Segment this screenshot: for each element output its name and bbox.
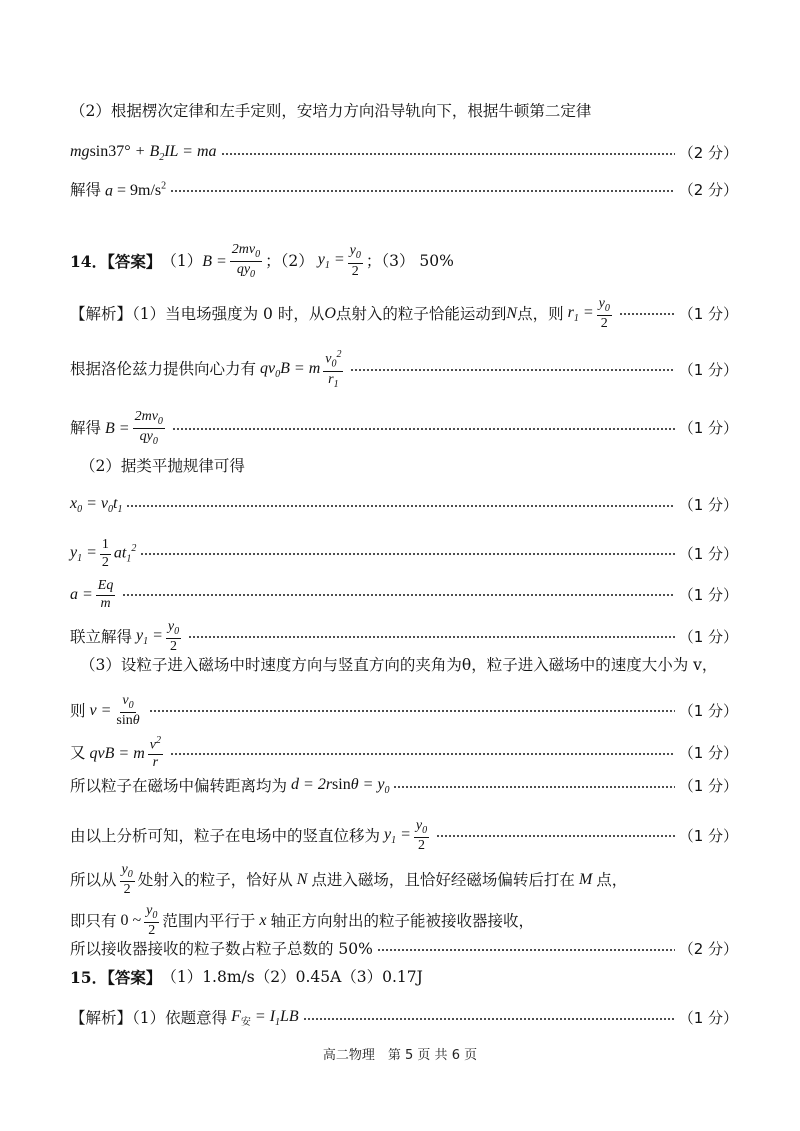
fraction: $\frac{v^2}{r}$ [149, 735, 161, 771]
fraction: $\frac{y_0}{2}$ [167, 619, 180, 655]
fraction: $\frac{y_0}{2}$ [146, 903, 158, 939]
part2-heading: （2）根据楞次定律和左手定则，安培力方向沿导轨向下，根据牛顿第二定律 [70, 102, 592, 120]
equation-x0: $x_0 = v_0t_1$ （1 分） [70, 495, 738, 516]
leader-dots [619, 311, 675, 317]
vertical-displacement: 由以上分析可知，粒子在电场中的竖直位移为 $y_1$ = $\frac{y_0}{2}$ （1 分） [70, 818, 738, 854]
leader-dots [377, 947, 675, 953]
leader-dots [436, 833, 675, 839]
fraction: $\frac{2mv_0}{qy_0}$ [134, 409, 163, 448]
result-acceleration: 解得 $a = 9m/s^2$ （2 分） [70, 180, 738, 200]
equation-qvb: 又 qvB = m $\frac{v^2}{r}$ （1 分） [70, 735, 738, 771]
q14-analysis-1: 【解析】（1）当电场强度为 0 时，从 O 点射入的粒子恰能运动到 N 点，则 $r_1$ = $\frac{y_0}{2}$ （1 分） [70, 296, 738, 332]
fraction: $\frac{y_0}{2}$ [415, 818, 428, 854]
equation-a: a = $\frac{Eq}{m}$ （1 分） [70, 578, 738, 611]
leader-dots [170, 751, 675, 757]
leader-dots [172, 426, 675, 432]
q15-analysis-1: 【解析】（1）依题意得 $F_安 = I_1LB$ （1 分） [70, 1008, 738, 1029]
leader-dots [393, 784, 674, 790]
equation-y1: $y_1$ = $\frac{1}{2}$ $at_1^2$ （1 分） [70, 537, 738, 570]
leader-dots [126, 503, 674, 509]
fraction: $\frac{y_0}{2}$ [598, 296, 610, 332]
range-text: 即只有 0 ~ $\frac{y_0}{2}$ 范围内平行于 x 轴正方向射出的粒子能被接收器接收， [70, 903, 535, 939]
leader-dots [122, 592, 674, 598]
leader-dots [303, 1016, 675, 1022]
fraction: $\frac{v_0}{\sin\theta}$ [116, 693, 140, 729]
fraction: $\frac{y_0}{2}$ [349, 243, 361, 279]
fraction: $\frac{y_0}{2}$ [121, 862, 133, 898]
leader-dots [140, 551, 674, 557]
equation-newton: $mgsin37^\circ + B_2IL$ = ma （2 分） [70, 143, 738, 164]
result-y1: 联立解得 $y_1$ = $\frac{y_0}{2}$ （1 分） [70, 619, 738, 655]
page-footer: 高二物理 第 5 页 共 6 页 [322, 1048, 478, 1063]
leader-dots [170, 188, 675, 194]
q15-answer: 15．【答案】 （1）1.8m/s（2）0.45A（3）0.17J [70, 968, 423, 987]
entry-point-text: 所以从 $\frac{y_0}{2}$ 处射入的粒子，恰好从 N 点进入磁场，且恰好经磁场偏转后打在 M 点， [70, 862, 628, 898]
fraction: $\frac{1}{2}$ [101, 537, 109, 570]
ratio-result: 所以接收器接收的粒子数占粒子总数的 50% （2 分） [70, 940, 738, 959]
leader-dots [188, 634, 675, 640]
part2-title: （2）据类平抛规律可得 [80, 457, 245, 475]
fraction: $\frac{v_0^2}{r_1}$ [325, 349, 342, 390]
fraction: $\frac{2mv_0}{qy_0}$ [231, 242, 261, 281]
equation-distance: 所以粒子在磁场中偏转距离均为 $d = 2rsin\theta = y_0$ （1 分） [70, 776, 738, 797]
fraction: $\frac{Eq}{m}$ [97, 578, 114, 611]
q14-answer: 14．【答案】 （1） B = $\frac{2mv_0}{qy_0}$ ；（2） $y_1$ = $\frac{y_0}{2}$ ；（3） 50% [70, 242, 454, 281]
lorentz-equation: 根据洛伦兹力提供向心力有 $qv_0B = m$ $\frac{v_0^2}{r_1}$ （1 分） [70, 349, 738, 390]
result-b: 解得 B = $\frac{2mv_0}{qy_0}$ （1 分） [70, 409, 738, 448]
leader-dots [221, 151, 675, 157]
equation-v: 则 v = $\frac{v_0}{\sin\theta}$ （1 分） [70, 693, 738, 729]
leader-dots [350, 367, 674, 373]
part3-text: （3）设粒子进入磁场中时速度方向与竖直方向的夹角为θ，粒子进入磁场中的速度大小为 v， [80, 656, 718, 674]
leader-dots [149, 708, 675, 714]
